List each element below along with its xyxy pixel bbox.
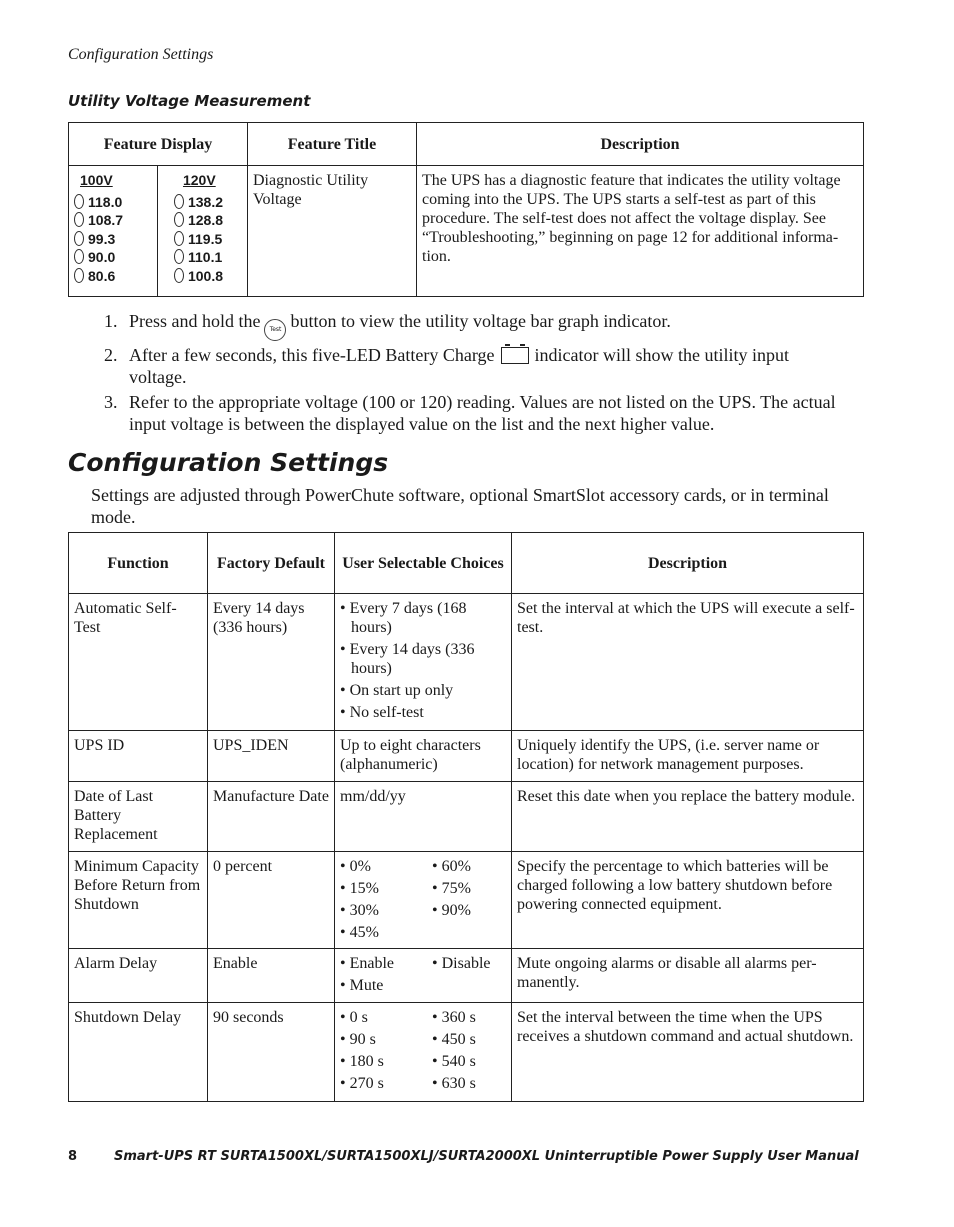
- default-cell: Every 14 days (336 hours): [208, 594, 335, 731]
- default-cell: 90 seconds: [208, 1003, 335, 1102]
- col-header-factory-default: Factory Default: [208, 533, 335, 594]
- step-1: [104, 311, 844, 341]
- voltage-value: 100.8: [187, 267, 224, 284]
- voltage-list-100: [69, 166, 158, 297]
- col-header-description: Description: [512, 533, 864, 594]
- led-indicator-icon: [174, 249, 184, 264]
- choice-item: • 60%: [432, 857, 506, 876]
- choice-item: • Every 7 days (168 hours): [340, 599, 506, 637]
- col-header-choices: User Selectable Choices: [335, 533, 512, 594]
- choice-item: • 180 s: [340, 1052, 432, 1071]
- choice-item: • 450 s: [432, 1030, 506, 1049]
- configuration-settings-table: [68, 532, 864, 1102]
- led-indicator-icon: [74, 231, 84, 246]
- function-cell: Automatic Self-Test: [69, 594, 208, 731]
- choice-item: • Enable: [340, 954, 432, 973]
- voltage-value: 108.7: [88, 212, 124, 228]
- col-header-feature-display: Feature Display: [69, 123, 248, 166]
- choice-item: • 0 s: [340, 1008, 432, 1027]
- choice-item: • 0%: [340, 857, 432, 876]
- step-3: [104, 392, 844, 435]
- step-2: [104, 345, 844, 388]
- voltage-value: 80.6: [88, 267, 116, 284]
- description-cell: Reset this date when you replace the battery module.: [512, 782, 864, 852]
- battery-icon: [501, 347, 529, 364]
- choice-item: • On start up only: [340, 681, 506, 700]
- voltage-value: 138.2: [187, 193, 224, 210]
- feature-title-cell: Diagnostic Utility Voltage: [248, 166, 417, 297]
- voltage-level: [74, 193, 152, 212]
- choices-cell: [335, 852, 512, 949]
- intro-paragraph: Settings are adjusted through PowerChute software, optional SmartSlot accessory cards, or in terminal mode.: [91, 485, 829, 527]
- table-row: [69, 731, 864, 782]
- choices-cell: [335, 594, 512, 731]
- led-indicator-icon: [74, 268, 84, 283]
- led-indicator-icon: [174, 268, 184, 283]
- choices-cell: [335, 1003, 512, 1102]
- table-row: [69, 1003, 864, 1102]
- choice-item: • 30%: [340, 901, 432, 920]
- page-footer: [68, 1149, 860, 1164]
- voltage-value: 128.8: [187, 212, 224, 228]
- voltage-level: [74, 230, 152, 249]
- choices-cell: mm/dd/yy: [335, 782, 512, 852]
- voltage-level: [174, 248, 242, 267]
- voltage-label-100: 100V: [80, 172, 113, 188]
- page-heading: Configuration Settings: [68, 448, 389, 477]
- step-text: After a few seconds, this five-LED Battery Charge indicator will show the utility input voltage.: [129, 345, 790, 387]
- description-cell: Mute ongoing alarms or disable all alarms per-manently.: [512, 949, 864, 1003]
- voltage-value: 110.1: [187, 249, 223, 265]
- voltage-level: [74, 248, 152, 267]
- voltage-value: 90.0: [88, 249, 116, 265]
- feature-description-cell: The UPS has a diagnostic feature that indicates the utility voltage coming into the UPS. The UPS starts a self-test as part of this procedure. The self-test does not affect the voltage display. See “Troubleshooting,” beginning on page 12 for additional informa-tion.: [417, 166, 864, 297]
- description-cell: Specify the percentage to which batteries will be charged following a low battery shutdown before powering connected equipment.: [512, 852, 864, 949]
- voltage-label-120: 120V: [182, 172, 216, 188]
- voltage-level: [174, 193, 242, 212]
- led-indicator-icon: [74, 249, 84, 264]
- voltage-level: [174, 211, 242, 230]
- default-cell: Manufacture Date: [208, 782, 335, 852]
- choices-cell: [335, 949, 512, 1003]
- description-cell: Set the interval at which the UPS will execute a self-test.: [512, 594, 864, 731]
- description-cell: Uniquely identify the UPS, (i.e. server name or location) for network management purposes.: [512, 731, 864, 782]
- choice-item: • Disable: [432, 954, 506, 973]
- choice-item: • 360 s: [432, 1008, 506, 1027]
- function-cell: Minimum Capacity Before Return from Shutdown: [69, 852, 208, 949]
- utility-voltage-table: [68, 122, 864, 297]
- led-indicator-icon: [74, 212, 84, 227]
- default-cell: 0 percent: [208, 852, 335, 949]
- choice-item: • No self-test: [340, 703, 506, 722]
- table-row: [69, 949, 864, 1003]
- default-cell: Enable: [208, 949, 335, 1003]
- voltage-value: 119.5: [187, 230, 223, 247]
- manual-title: Smart-UPS RT SURTA1500XL/SURTA1500XLJ/SURTA2000XL Uninterruptible Power Supply User Manual: [114, 1149, 859, 1164]
- col-header-feature-title: Feature Title: [248, 123, 417, 166]
- test-button-icon: Test: [264, 319, 286, 341]
- function-cell: Alarm Delay: [69, 949, 208, 1003]
- description-cell: Set the interval between the time when the UPS receives a shutdown command and actual shutdown.: [512, 1003, 864, 1102]
- voltage-value: 99.3: [88, 230, 116, 247]
- table-row: [69, 852, 864, 949]
- step-number: 1.: [104, 311, 118, 331]
- voltage-level: [174, 230, 242, 249]
- col-header-function: Function: [69, 533, 208, 594]
- section-subheading: Utility Voltage Measurement: [68, 92, 311, 110]
- choice-item: • 15%: [340, 879, 432, 898]
- step-text: Press and hold the Test button to view the utility voltage bar graph indicator.: [129, 311, 671, 341]
- voltage-level: [74, 211, 152, 230]
- running-head: Configuration Settings: [68, 46, 214, 63]
- voltage-level: [74, 267, 152, 286]
- choices-cell: Up to eight characters (alphanumeric): [335, 731, 512, 782]
- table-row: [69, 594, 864, 731]
- step-number: 3.: [104, 392, 118, 412]
- step-number: 2.: [104, 345, 118, 365]
- voltage-list-120: [157, 166, 247, 297]
- choice-item: • 540 s: [432, 1052, 506, 1071]
- page-number: 8: [68, 1149, 78, 1164]
- step-text: Refer to the appropriate voltage (100 or 120) reading. Values are not listed on the UPS. The actual input voltage is between the displayed value on the list and the next higher value.: [129, 392, 836, 434]
- choice-item: • 630 s: [432, 1074, 506, 1093]
- voltage-value: 118.0: [88, 193, 123, 210]
- voltage-level: [174, 267, 242, 286]
- col-header-description: Description: [417, 123, 864, 166]
- instruction-steps: [104, 311, 844, 439]
- function-cell: UPS ID: [69, 731, 208, 782]
- function-cell: Date of Last Battery Replacement: [69, 782, 208, 852]
- function-cell: Shutdown Delay: [69, 1003, 208, 1102]
- led-indicator-icon: [174, 212, 184, 227]
- default-cell: UPS_IDEN: [208, 731, 335, 782]
- led-indicator-icon: [74, 194, 84, 209]
- choice-item: • Mute: [340, 976, 432, 995]
- choice-item: • 90%: [432, 901, 506, 920]
- choice-item: • 75%: [432, 879, 506, 898]
- choice-item: • 90 s: [340, 1030, 432, 1049]
- choice-item: • 45%: [340, 923, 432, 942]
- led-indicator-icon: [174, 231, 184, 246]
- led-indicator-icon: [174, 194, 184, 209]
- choice-item: • Every 14 days (336 hours): [340, 640, 506, 678]
- choice-item: • 270 s: [340, 1074, 432, 1093]
- table-row: [69, 782, 864, 852]
